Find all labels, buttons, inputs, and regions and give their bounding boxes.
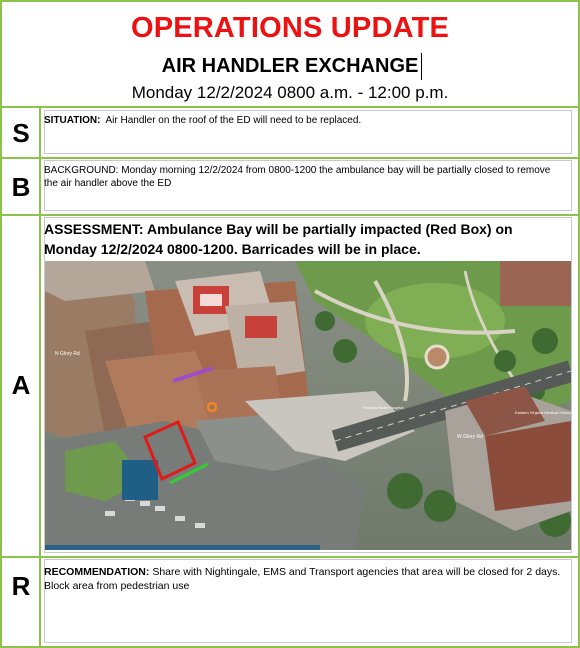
date-line: Monday 12/2/2024 0800 a.m. - 12:00 p.m. — [131, 83, 449, 102]
background-label: BACKGROUND: — [44, 165, 119, 176]
map-label-building: Eastern Virginia Medical School — [515, 410, 571, 415]
page-title: OPERATIONS UPDATE — [130, 12, 450, 44]
map-label-street: N Glory Rd — [55, 351, 80, 357]
divider — [0, 106, 580, 108]
recommendation-text — [44, 565, 564, 593]
map-label-building: Sentara Heart Hospital — [363, 405, 404, 410]
assessment-label: ASSESSMENT: — [44, 221, 144, 237]
recommendation-letter: R — [11, 571, 31, 601]
background-text — [44, 164, 564, 190]
map-label-street: W Glory Rd — [457, 434, 483, 440]
background-body: Monday morning 12/2/2024 from 0800-1200 the ambulance bay will be partially closed to remove the air handler above the ED — [44, 165, 551, 189]
recommendation-label: RECOMMENDATION: — [44, 566, 150, 578]
situation-letter: S — [12, 118, 30, 148]
background-letter: B — [11, 172, 31, 202]
divider — [0, 157, 580, 159]
situation-body: Air Handler on the roof of the ED will need to be replaced. — [105, 115, 362, 126]
text-cursor — [421, 53, 422, 80]
recommendation-body: Share with Nightingale, EMS and Transport agencies that area will be closed for 2 days. Block area from pedestrian use — [44, 566, 561, 592]
border-top — [0, 0, 580, 2]
aerial-map-image — [45, 261, 571, 550]
assessment-body: Ambulance Bay will be partially impacted (Red Box) on Monday 12/2/2024 0800-1200. Barricades will be in place. — [44, 221, 513, 257]
divider — [0, 556, 580, 558]
image-bottom-strip — [45, 545, 320, 550]
situation-label: SITUATION: — [44, 115, 101, 126]
assessment-letter: A — [11, 370, 31, 400]
situation-text — [44, 114, 564, 127]
divider — [0, 214, 580, 216]
assessment-text — [44, 219, 564, 259]
blue-staging-zone — [122, 460, 158, 500]
page-subtitle: AIR HANDLER EXCHANGE — [161, 55, 419, 77]
letter-column-divider — [39, 106, 41, 648]
